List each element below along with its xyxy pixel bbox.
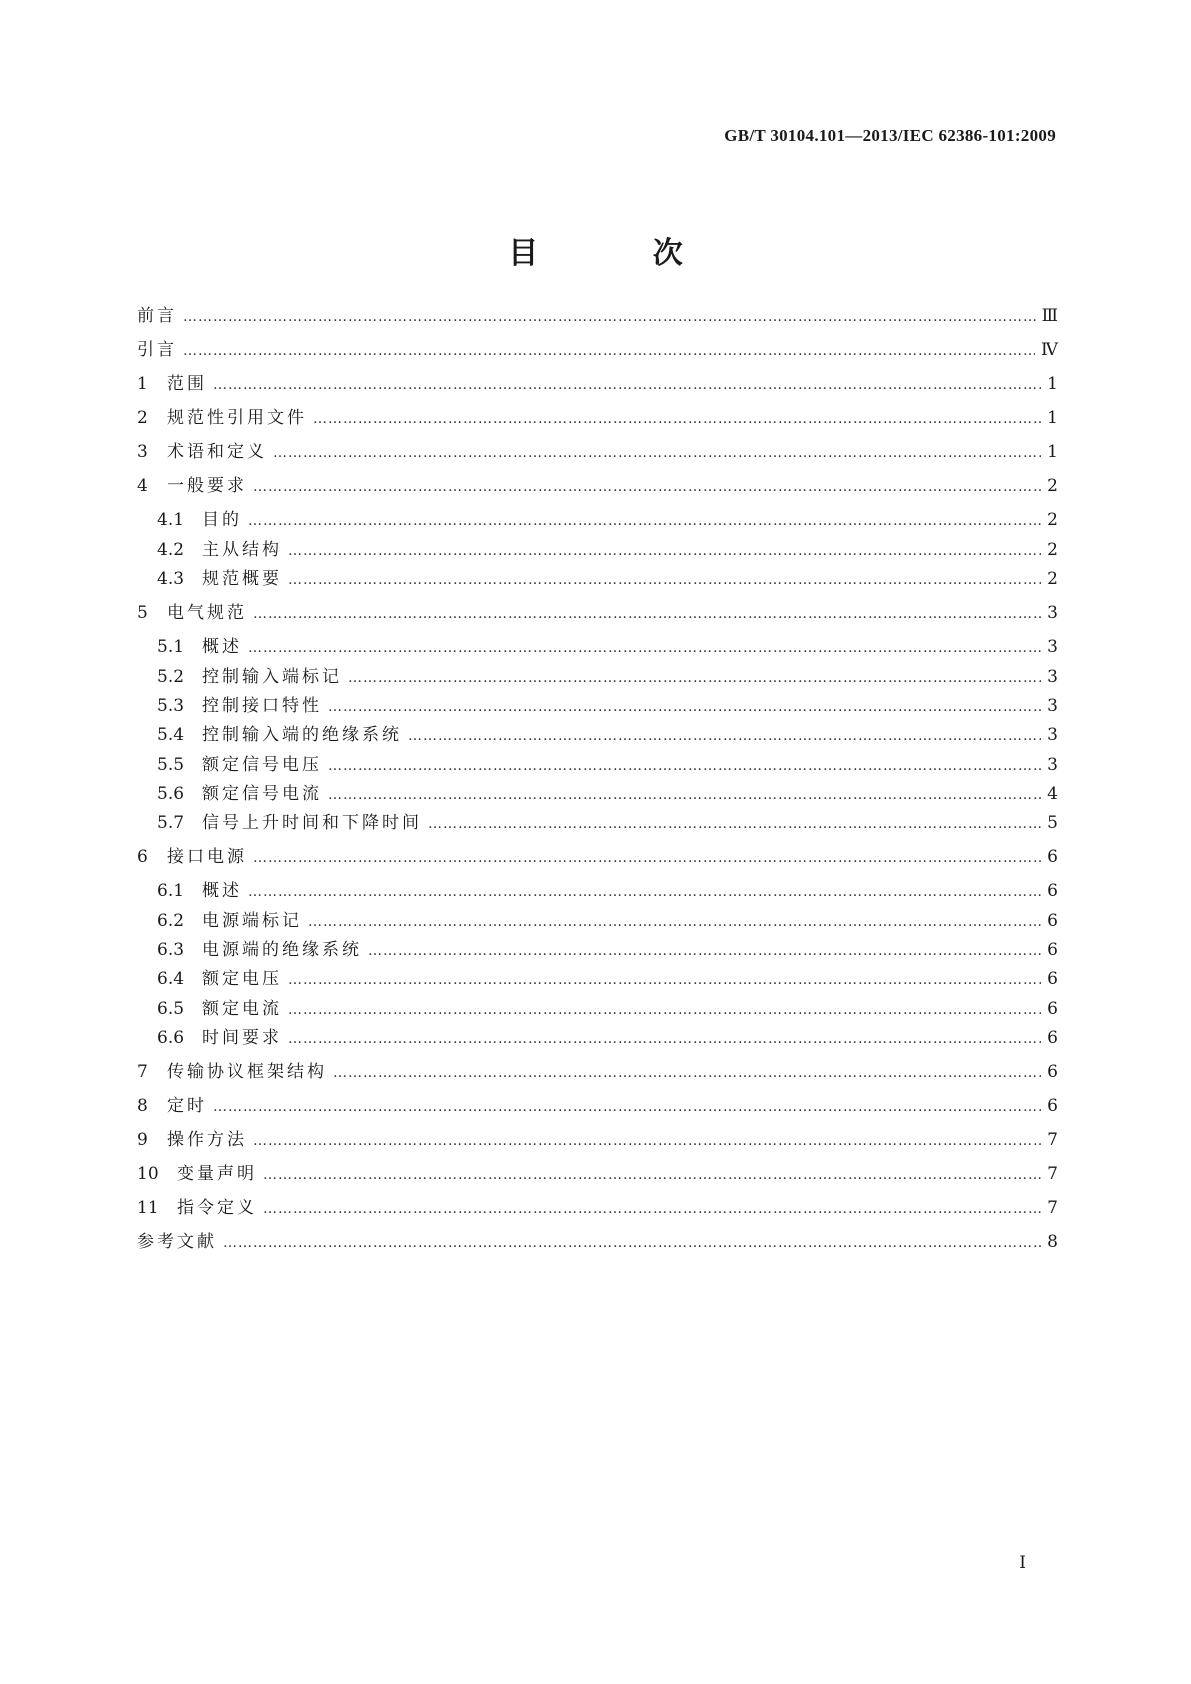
toc-dot-leader <box>328 694 1041 720</box>
toc-entry-page: 7 <box>1047 1164 1058 1184</box>
toc-entry[interactable] <box>137 810 1058 836</box>
toc-entry-number: 3 <box>137 442 148 462</box>
toc-entry-number: 6.4 <box>157 969 185 989</box>
toc-dot-leader <box>223 1230 1041 1256</box>
toc-entry-number: 6.3 <box>157 940 185 960</box>
toc-entry-label: 前言 <box>137 306 177 326</box>
toc-entry[interactable] <box>137 693 1058 719</box>
toc-entry-label: 目的 <box>202 510 242 530</box>
toc-entry-label: 额定电流 <box>202 999 282 1019</box>
toc-entry[interactable] <box>137 600 1058 626</box>
toc-dot-leader <box>328 753 1041 779</box>
toc-entry[interactable] <box>137 507 1058 533</box>
toc-entry[interactable] <box>137 878 1058 904</box>
toc-dot-leader <box>288 567 1041 593</box>
toc-entry-page: 6 <box>1047 881 1058 901</box>
standard-code-header: GB/T 30104.101—2013/IEC 62386-101:2009 <box>724 126 1056 145</box>
toc-entry[interactable] <box>137 634 1058 660</box>
toc-dot-leader <box>328 782 1041 808</box>
toc-dot-leader <box>408 723 1041 749</box>
toc-entry-label: 额定电压 <box>202 969 282 989</box>
toc-dot-leader <box>333 1060 1041 1086</box>
toc-entry-label: 时间要求 <box>202 1028 282 1048</box>
toc-entry[interactable] <box>137 752 1058 778</box>
toc-entry[interactable] <box>137 473 1058 499</box>
toc-entry[interactable] <box>137 937 1058 963</box>
toc-dot-leader <box>253 845 1041 871</box>
toc-dot-leader <box>263 1196 1041 1222</box>
toc-entry[interactable] <box>137 722 1058 748</box>
toc-entry-page: 3 <box>1047 755 1058 775</box>
toc-entry-page: 7 <box>1047 1130 1058 1150</box>
toc-entry-number: 7 <box>137 1062 148 1082</box>
toc-entry-number: 11 <box>137 1198 159 1218</box>
toc-dot-leader <box>428 811 1041 837</box>
toc-entry[interactable] <box>137 439 1058 465</box>
toc-entry-number: 5.1 <box>157 637 185 657</box>
toc-entry-label: 参考文献 <box>137 1232 217 1252</box>
toc-entry-page: 6 <box>1047 911 1058 931</box>
toc-entry-page: 2 <box>1047 540 1058 560</box>
toc-entry-page: 6 <box>1047 847 1058 867</box>
toc-entry-number: 9 <box>137 1130 148 1150</box>
toc-entry-label: 接口电源 <box>167 847 247 867</box>
toc-entry-label: 规范性引用文件 <box>167 408 307 428</box>
toc-entry-number: 4.1 <box>157 510 185 530</box>
toc-entry-page: 6 <box>1047 940 1058 960</box>
toc-entry-number: 6.2 <box>157 911 185 931</box>
toc-entry-number: 10 <box>137 1164 159 1184</box>
toc-dot-leader <box>213 1094 1041 1120</box>
toc-entry[interactable] <box>137 566 1058 592</box>
toc-entry-number: 6 <box>137 847 148 867</box>
toc-entry-page: 2 <box>1047 476 1058 496</box>
toc-entry-page: 8 <box>1047 1232 1058 1252</box>
toc-entry-label: 概述 <box>202 637 242 657</box>
toc-entry-page: Ⅳ <box>1041 340 1058 360</box>
toc-dot-leader <box>183 304 1036 330</box>
toc-entry-number: 8 <box>137 1096 148 1116</box>
toc-entry-page: 6 <box>1047 999 1058 1019</box>
toc-entry[interactable] <box>137 966 1058 992</box>
toc-dot-leader <box>313 406 1041 432</box>
toc-entry-page: Ⅲ <box>1041 306 1058 326</box>
toc-entry-label: 额定信号电压 <box>202 755 322 775</box>
toc-entry-label: 控制输入端的绝缘系统 <box>202 725 402 745</box>
toc-entry[interactable] <box>137 908 1058 934</box>
toc-entry-page: 3 <box>1047 603 1058 623</box>
toc-dot-leader <box>253 1128 1041 1154</box>
toc-entry-label: 引言 <box>137 340 177 360</box>
toc-dot-leader <box>308 909 1041 935</box>
toc-entry-page: 6 <box>1047 1062 1058 1082</box>
toc-dot-leader <box>253 601 1041 627</box>
toc-dot-leader <box>253 474 1041 500</box>
toc-entry-number: 6.6 <box>157 1028 185 1048</box>
toc-entry[interactable] <box>137 405 1058 431</box>
toc-entry-page: 6 <box>1047 1028 1058 1048</box>
toc-dot-leader <box>288 997 1041 1023</box>
toc-entry-label: 主从结构 <box>202 540 282 560</box>
toc-entry-page: 1 <box>1047 374 1058 394</box>
toc-entry-label: 电源端标记 <box>202 911 302 931</box>
toc-entry-label: 信号上升时间和下降时间 <box>202 813 422 833</box>
toc-entry-label: 定时 <box>167 1096 207 1116</box>
toc-entry[interactable] <box>137 537 1058 563</box>
toc-entry-label: 术语和定义 <box>167 442 267 462</box>
toc-dot-leader <box>348 665 1041 691</box>
toc-entry-number: 5 <box>137 603 148 623</box>
toc-entry-label: 电气规范 <box>167 603 247 623</box>
toc-entry-page: 6 <box>1047 969 1058 989</box>
toc-entry[interactable] <box>137 1127 1058 1153</box>
toc-entry-number: 5.3 <box>157 696 185 716</box>
toc-entry[interactable] <box>137 844 1058 870</box>
toc-entry-page: 2 <box>1047 569 1058 589</box>
toc-entry[interactable] <box>137 781 1058 807</box>
toc-entry[interactable] <box>137 303 1058 329</box>
toc-entry[interactable] <box>137 337 1058 363</box>
toc-entry-label: 范围 <box>167 374 207 394</box>
toc-entry-number: 5.4 <box>157 725 185 745</box>
toc-dot-leader <box>183 338 1035 364</box>
toc-dot-leader <box>288 1026 1041 1052</box>
toc-entry-number: 4.3 <box>157 569 185 589</box>
toc-entry-label: 规范概要 <box>202 569 282 589</box>
toc-entry-page: 7 <box>1047 1198 1058 1218</box>
toc-entry-label: 额定信号电流 <box>202 784 322 804</box>
page-number: I <box>1019 1553 1026 1573</box>
toc-entry[interactable] <box>137 371 1058 397</box>
toc-entry-page: 3 <box>1047 637 1058 657</box>
toc-entry-number: 4.2 <box>157 540 185 560</box>
toc-entry-label: 控制接口特性 <box>202 696 322 716</box>
toc-entry-page: 1 <box>1047 442 1058 462</box>
toc-entry-number: 5.6 <box>157 784 185 804</box>
toc-entry-number: 5.5 <box>157 755 185 775</box>
toc-dot-leader <box>288 538 1041 564</box>
toc-entry-page: 1 <box>1047 408 1058 428</box>
toc-dot-leader <box>288 967 1041 993</box>
toc-entry[interactable] <box>137 1161 1058 1187</box>
toc-entry[interactable] <box>137 996 1058 1022</box>
toc-entry-label: 操作方法 <box>167 1130 247 1150</box>
toc-entry-page: 4 <box>1047 784 1058 804</box>
toc-entry[interactable] <box>137 1025 1058 1051</box>
toc-entry[interactable] <box>137 664 1058 690</box>
toc-entry-label: 电源端的绝缘系统 <box>202 940 362 960</box>
toc-entry-label: 概述 <box>202 881 242 901</box>
toc-entry-page: 3 <box>1047 696 1058 716</box>
toc-entry-number: 6.1 <box>157 881 185 901</box>
toc-entry[interactable] <box>137 1195 1058 1221</box>
toc-dot-leader <box>248 635 1041 661</box>
toc-entry-page: 3 <box>1047 667 1058 687</box>
toc-entry-label: 传输协议框架结构 <box>167 1062 327 1082</box>
toc-entry-number: 5.7 <box>157 813 185 833</box>
toc-entry-page: 5 <box>1047 813 1058 833</box>
toc-dot-leader <box>273 440 1041 466</box>
toc-entry-number: 2 <box>137 408 148 428</box>
toc-entry-page: 6 <box>1047 1096 1058 1116</box>
toc-entry-number: 6.5 <box>157 999 185 1019</box>
toc-entry-number: 1 <box>137 374 148 394</box>
toc-entry[interactable] <box>137 1229 1058 1255</box>
toc-entry-label: 控制输入端标记 <box>202 667 342 687</box>
toc-entry-label: 变量声明 <box>177 1164 257 1184</box>
toc-entry[interactable] <box>137 1059 1058 1085</box>
toc-entry-page: 3 <box>1047 725 1058 745</box>
toc-dot-leader <box>248 508 1041 534</box>
toc-entry-number: 5.2 <box>157 667 185 687</box>
toc-entry-number: 4 <box>137 476 148 496</box>
toc-dot-leader <box>263 1162 1041 1188</box>
toc-dot-leader <box>213 372 1041 398</box>
page-title: 目 次 <box>508 236 735 271</box>
toc-dot-leader <box>248 879 1041 905</box>
toc-entry-label: 指令定义 <box>177 1198 257 1218</box>
toc-entry-label: 一般要求 <box>167 476 247 496</box>
toc-entry[interactable] <box>137 1093 1058 1119</box>
toc-dot-leader <box>368 938 1041 964</box>
toc-entry-page: 2 <box>1047 510 1058 530</box>
